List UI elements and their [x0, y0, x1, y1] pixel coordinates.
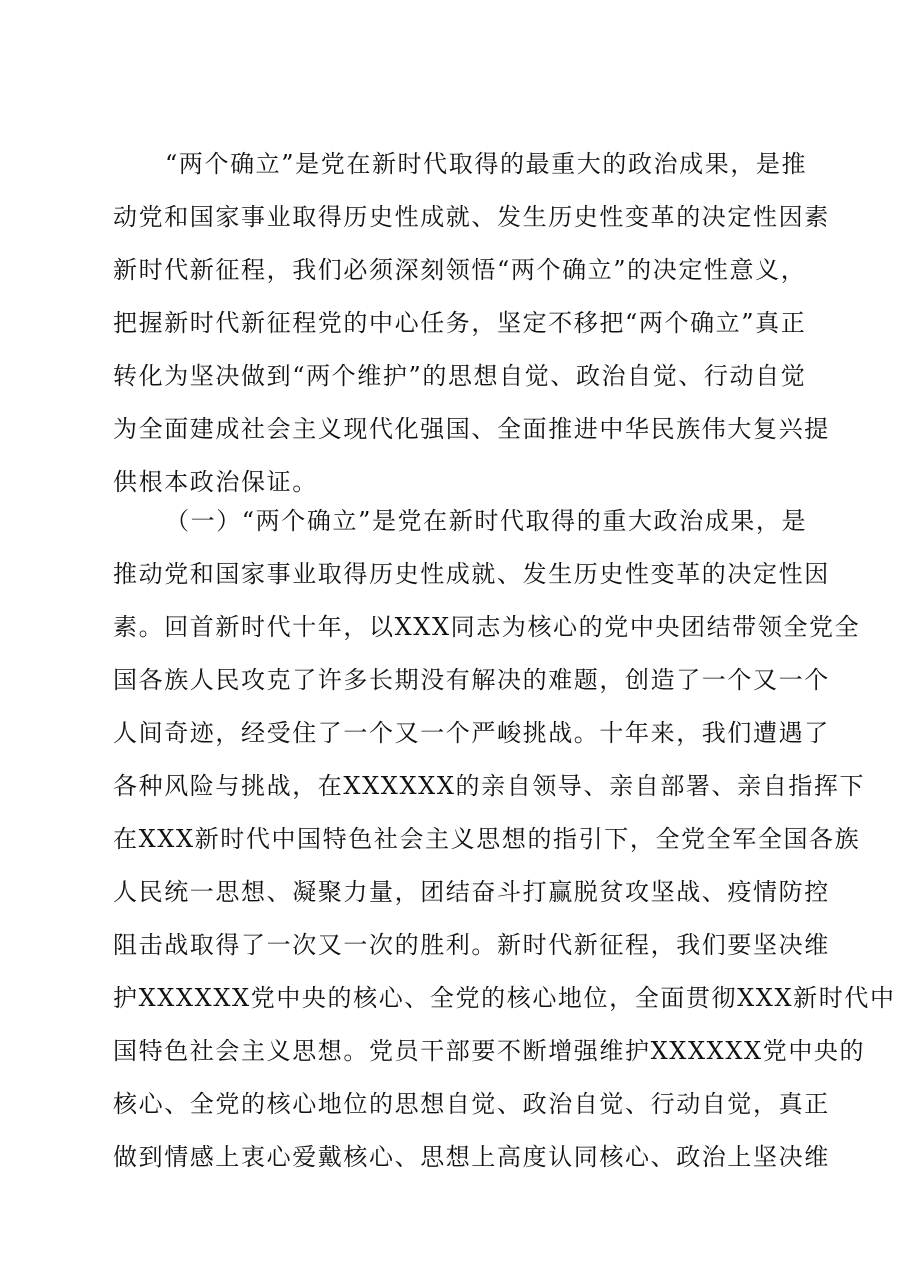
text-line: 素。回首新时代十年，以XXX同志为核心的党中央团结带领全党全: [113, 613, 861, 641]
text-line: 护XXXXXX党中央的核心、全党的核心地位，全面贯彻XXX新时代中: [113, 984, 896, 1012]
text-line: 做到情感上衷心爱戴核心、思想上高度认同核心、政治上坚决维: [113, 1143, 830, 1171]
text-line: 人民统一思想、凝聚力量，团结奋斗打赢脱贫攻坚战、疫情防控: [113, 878, 830, 906]
text-line: 各种风险与挑战，在XXXXXX的亲自领导、亲自部署、亲自指挥下: [113, 772, 866, 800]
paragraph-section-one: [113, 495, 896, 1184]
text-line: 为全面建成社会主义现代化强国、全面推进中华民族伟大复兴提: [113, 415, 830, 443]
text-line: 阻击战取得了一次又一次的胜利。新时代新征程，我们要坚决维: [113, 931, 830, 959]
text-line: 供根本政治保证。: [113, 468, 318, 496]
text-line: 核心、全党的核心地位的思想自觉、政治自觉、行动自觉，真正: [113, 1090, 830, 1118]
text-line: 动党和国家事业取得历史性成就、发生历史性变革的决定性因素: [113, 203, 830, 231]
text-line: 转化为坚决做到“两个维护”的思想自觉、政治自觉、行动自觉: [113, 362, 807, 390]
paragraph-two-establishments: [113, 138, 833, 509]
text-line: 在XXX新时代中国特色社会主义思想的指引下，全党全军全国各族: [113, 825, 861, 853]
text-line: 新时代新征程，我们必须深刻领悟“两个确立”的决定性意义，: [113, 256, 807, 284]
text-line: 国各族人民攻克了许多长期没有解决的难题，创造了一个又一个: [113, 666, 830, 694]
text-line: 国特色社会主义思想。党员干部要不断增强维护XXXXXX党中央的: [113, 1037, 866, 1065]
text-line: 人间奇迹，经受住了一个又一个严峻挑战。十年来，我们遭遇了: [113, 719, 830, 747]
text-line: “两个确立”是党在新时代取得的最重大的政治成果，是推: [165, 150, 808, 178]
text-line: 推动党和国家事业取得历史性成就、发生历史性变革的决定性因: [113, 560, 830, 588]
section-heading-line: （一）“两个确立”是党在新时代取得的重大政治成果，是: [165, 507, 808, 535]
text-line: 把握新时代新征程党的中心任务，坚定不移把“两个确立”真正: [113, 309, 807, 337]
